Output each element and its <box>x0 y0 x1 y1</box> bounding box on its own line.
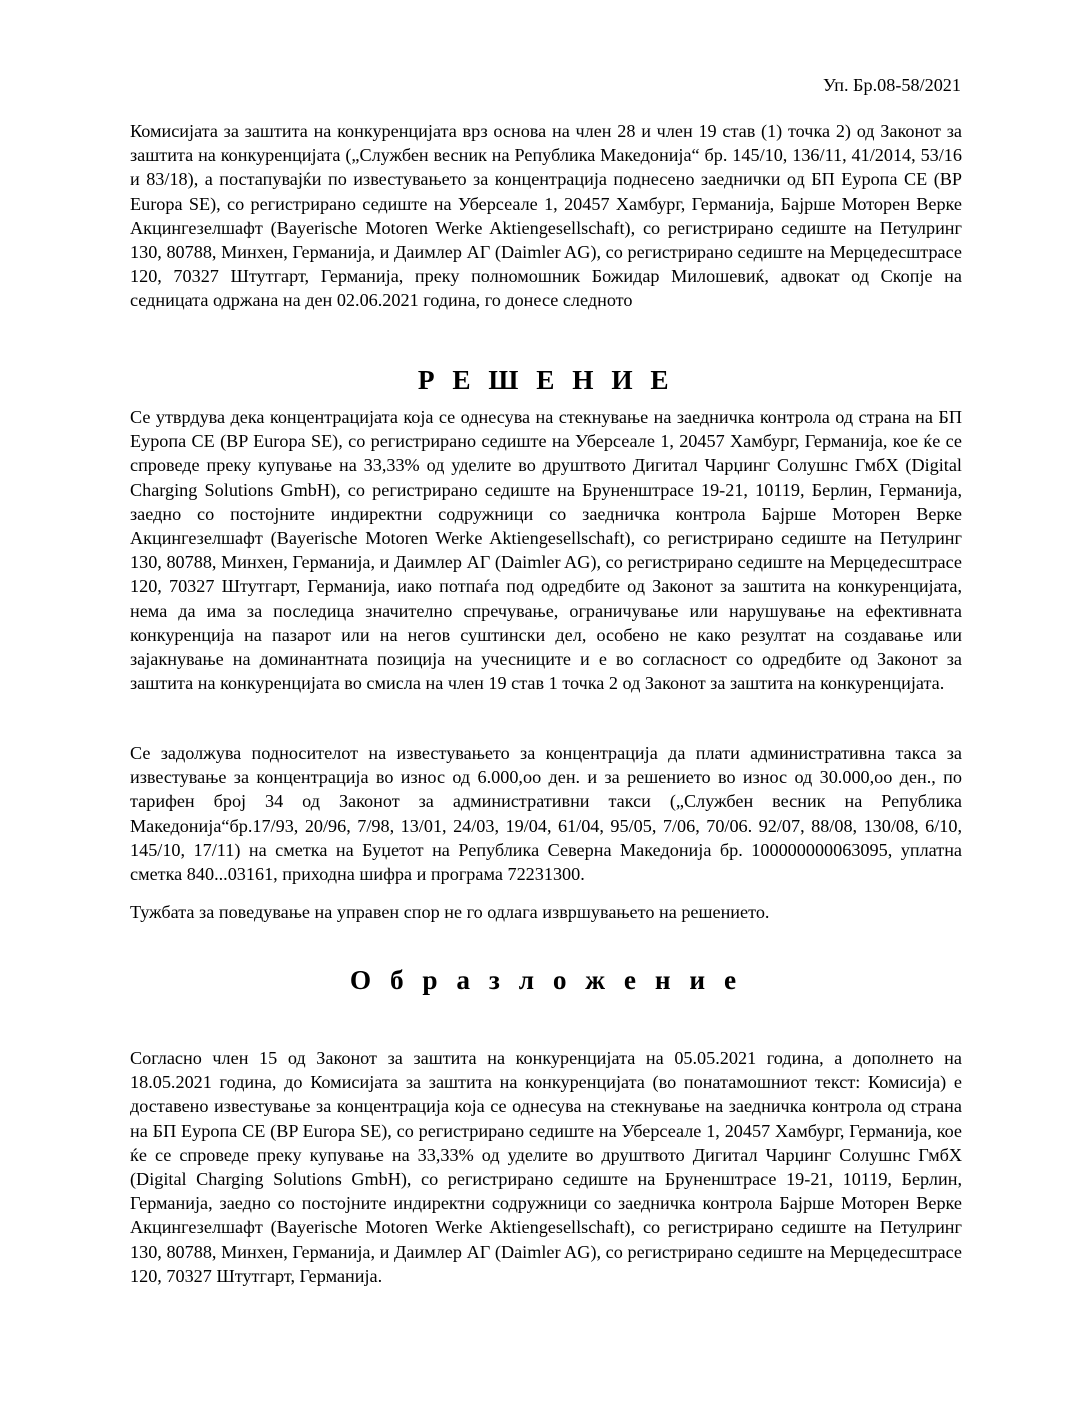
reference-number: Уп. Бр.08-58/2021 <box>822 75 961 95</box>
intro-paragraph: Комисијата за заштита на конкуренцијата врз основа на член 28 и член 19 став (1) точка 2) од Законот за заштита на конкуренцијата („Службен весник на Република Македонија“ бр. 145/10, 136/11, 41/2014, 53/16 и 83/18), а постапувајќи по известувањето за концентрација поднесено заеднички од БП Еуропа СЕ (BP Europa SE), со регистрирано седиште на Уберсеале 1, 20457 Хамбург, Германија, Бајрше Моторен Верке Акцингезелшафт (Bayerische Motoren Werke Aktiengesellschaft), со регистрирано седиште на Петулринг 130, 80788, Минхен, Германија, и Даимлер АГ (Daimler AG), со регистрирано седиште на Мерцедесштрасе 120, 70327 Штутгарт, Германија, преку полномошник Божидар Милошевиќ, адвокат од Скопје на седницата одржана на ден 02.06.2021 година, го донесе следното <box>130 121 962 311</box>
lawsuit-paragraph: Тужбата за поведување на управен спор не го одлага извршувањето на решението. <box>130 902 770 922</box>
decision-heading: Р Е Ш Е Н И Е <box>417 365 675 395</box>
fee-paragraph: Се задолжува подносителот на известувањето за концентрација да плати административна такса за известување за концентрација во износ од 6.000,оо ден. и за решението во износ од 30.000,оо ден., по тарифен број 34 од Законот за административни такси („Службен весник на Република Македонија“бр.17/93, 20/96, 7/98, 13/01, 24/03, 19/04, 61/04, 95/05, 7/06, 70/06. 92/07, 88/08, 130/08, 6/10, 145/10, 17/11) на сметка на Буџетот на Република Северна Македонија бр. 100000000063095, уплатна сметка 840...03161, приходна шифра и програма 72231300. <box>130 743 962 885</box>
reasoning-heading: О б р а з л о ж е н и е <box>349 965 743 995</box>
decision-paragraph: Се утврдува дека концентрацијата која се однесува на стекнување на заедничка контрола од страна на БП Еуропа СЕ (BP Europa SE), со регистрирано седиште на Уберсеале 1, 20457 Хамбург, Германија, кое ќе се спроведе преку купување на 33,33% од уделите во друштвото Дигитал Чарџинг Солушнс ГмбХ (Digital Charging Solutions GmbH), со регистрирано седиште на Бруненштрасе 19-21, 10119, Берлин, Германија, заедно со постојните индиректни содружници со заедничка контрола Бајрше Моторен Верке Акцингезелшафт (Bayerische Motoren Werke Aktiengesellschaft), со регистрирано седиште на Петулринг 130, 80788, Минхен, Германија, и Даимлер АГ (Daimler AG), со регистрирано седиште на Мерцедесштрасе 120, 70327 Штутгарт, Германија, иако потпаѓа под одредбите од Законот за заштита на конкуренцијата, нема да има за последица значително спречување, ограничување или нарушување на ефективната конкуренција на пазарот или на негов суштински дел, особено не како резултат на создавање или зајакнување на доминантната позиција на учесниците и е во согласност со одредбите од Законот за заштита на конкуренцијата во смисла на член 19 став 1 точка 2 од Законот за заштита на конкуренцијата. <box>130 407 962 694</box>
reasoning-paragraph: Согласно член 15 од Законот за заштита на конкуренцијата на 05.05.2021 година, а дополнето на 18.05.2021 година, до Комисијата за заштита на конкуренцијата (во понатамошниот текст: Комисија) е доставено известување за концентрација која се однесува на стекнување на заедничка контрола од страна на БП Еуропа СЕ (BP Europa SE), со регистрирано седиште на Уберсеале 1, 20457 Хамбург, Германија, кое ќе се спроведе преку купување на 33,33% од уделите во друштвото Дигитал Чарџинг Солушнс ГмбХ (Digital Charging Solutions GmbH), со регистрирано седиште на Бруненштрасе 19-21, 10119, Берлин, Германија, заедно со постојните индиректни содружници со заедничка контрола Бајрше Моторен Верке Акцингезелшафт (Bayerische Motoren Werke Aktiengesellschaft), со регистрирано седиште на Петулринг 130, 80788, Минхен, Германија, и Даимлер АГ (Daimler AG), со регистрирано седиште на Мерцедесштрасе 120, 70327 Штутгарт, Германија. <box>130 1048 962 1286</box>
